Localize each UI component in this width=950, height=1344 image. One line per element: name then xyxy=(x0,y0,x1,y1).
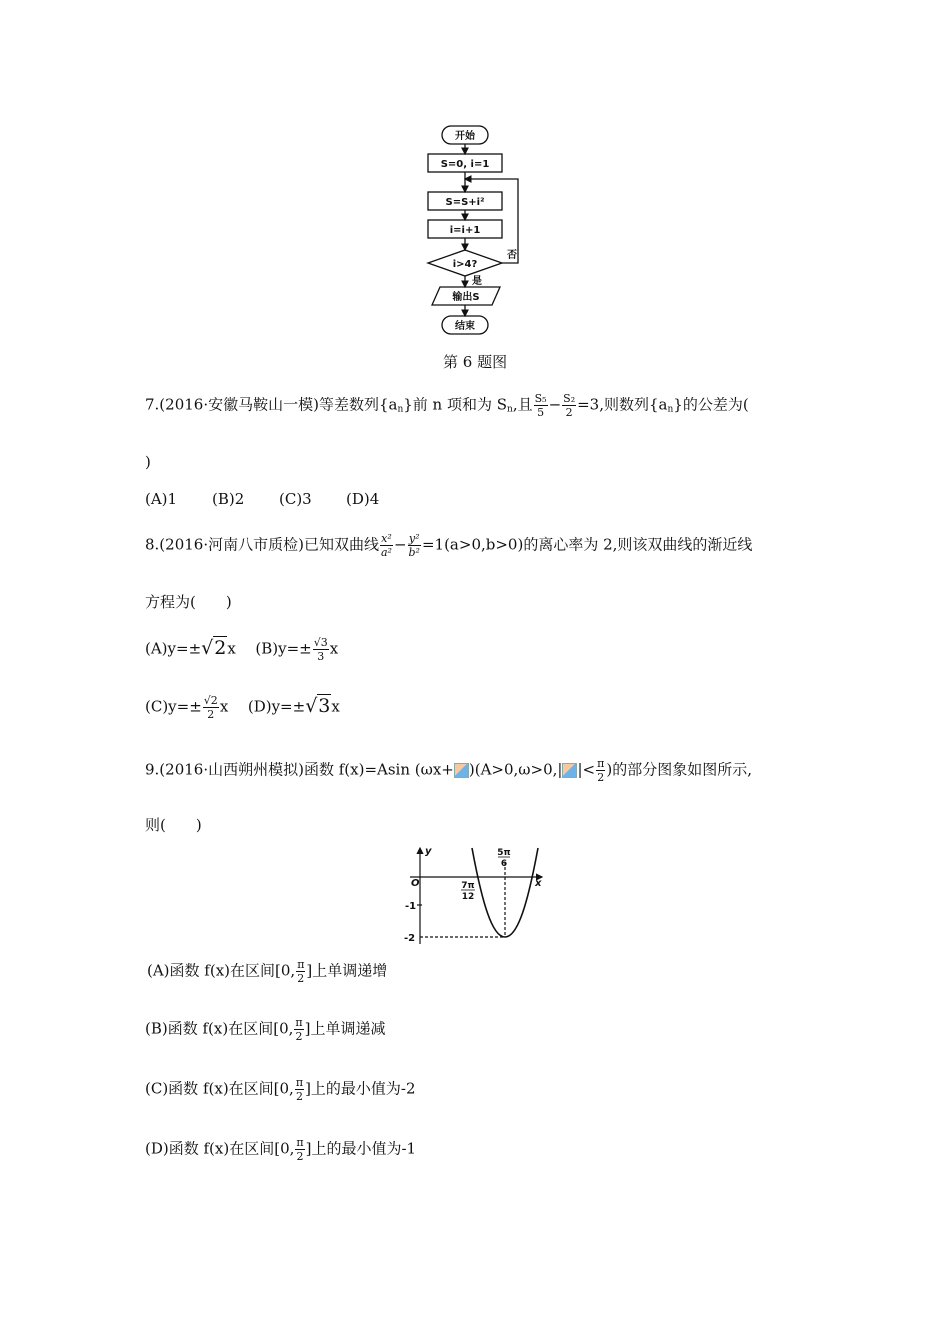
q8-frac-y: $\frac{\text{y²}}{\text{b²}}$ xyxy=(408,532,420,559)
flow-yes-label: 是 xyxy=(472,276,482,287)
q8-option-a-sqrt: √2 xyxy=(201,636,227,659)
q8-line2: 方程为( ) xyxy=(145,593,232,611)
q7-frac1: $\frac{\text{S₅}}{5}$ xyxy=(534,392,547,419)
q7-sub: n xyxy=(667,404,674,415)
q9-option-c-pre: (C)函数 f(x)在区间[0, xyxy=(145,1079,294,1098)
q9-option-a-frac: $\frac{\pi}{2}$ xyxy=(297,958,305,985)
q9-mid2: |< xyxy=(577,760,596,779)
graph-tick-neg2-label: -2 xyxy=(404,933,416,944)
q9-option-d-pre: (D)函数 f(x)在区间[0, xyxy=(145,1139,295,1158)
q7-close: ) xyxy=(145,453,151,471)
q7-sub: n xyxy=(507,404,513,415)
q8-suffix: =1(a>0,b>0)的离心率为 2,则该双曲线的渐近线 xyxy=(421,535,753,554)
q8-option-d-sqrt: √3 xyxy=(305,694,331,717)
broken-image-icon xyxy=(562,763,577,778)
flow-condition-text: i>4? xyxy=(452,259,478,270)
graph-x-label: x xyxy=(535,878,542,889)
q8-option-a: (A)y=± xyxy=(145,639,202,658)
q9-option-b-frac: $\frac{\pi}{2}$ xyxy=(295,1016,303,1043)
q7-mid2: ,且 xyxy=(512,395,533,414)
q9-option-b xyxy=(145,1016,385,1043)
q8-option-b-x: x xyxy=(329,639,339,658)
flow-step1-text: S=S+i² xyxy=(445,197,485,208)
q7-sub: n xyxy=(397,404,404,415)
q8-frac-x: $\frac{\text{x²}}{\text{a²}}$ xyxy=(380,532,392,559)
broken-image-icon xyxy=(454,763,469,778)
q9-option-d-post: ]上的最小值为-1 xyxy=(305,1139,417,1158)
q7-minus: − xyxy=(548,395,562,414)
graph-x2-den: 6 xyxy=(500,859,508,869)
q7-options xyxy=(145,489,379,509)
q7-suffix: }的公差为( xyxy=(673,395,749,414)
q7-option-b: (B)2 xyxy=(212,490,245,508)
q9-pi-frac: $\frac{\pi}{2}$ xyxy=(597,757,605,784)
q9-option-c-post: ]上的最小值为-2 xyxy=(305,1079,416,1098)
q7-option-c: (C)3 xyxy=(279,490,312,508)
q9-option-b-post: ]上单调递减 xyxy=(304,1019,386,1038)
q9-prefix: 9.(2016·山西朔州模拟)函数 f(x)=Asin (ωx+ xyxy=(145,760,454,779)
q8-options-ab xyxy=(145,636,338,663)
q8-option-d-x: x xyxy=(331,697,340,716)
q8-prefix: 8.(2016·河南八市质检)已知双曲线 xyxy=(145,535,379,554)
q8-option-c-frac: $\frac{√2}{2}$ xyxy=(203,694,218,721)
question-8: 8.(2016·河南八市质检)已知双曲线 $\frac{\text{x²}}{\text{a²}}$ − $\frac{\text{y²}}{\text{b²}}$ =1(a>0,b>0)的离心率为 2,则该双曲线的渐近线 xyxy=(145,532,753,559)
q9-option-d-frac: $\frac{\pi}{2}$ xyxy=(296,1136,304,1163)
flowchart xyxy=(420,120,530,340)
graph-origin: O xyxy=(411,878,420,889)
function-graph xyxy=(400,842,550,947)
graph-x2-num: 5π xyxy=(497,848,511,858)
question-7 xyxy=(145,392,749,420)
q9-line2: 则( ) xyxy=(145,816,202,834)
q9-option-a xyxy=(147,958,387,985)
q7-prefix: 7.(2016·安徽马鞍山一模)等差数列{a xyxy=(145,395,398,414)
graph-tick-neg1-label: -1 xyxy=(405,901,417,912)
q8-option-d: (D)y=± xyxy=(247,697,306,716)
q9-option-a-pre: (A)函数 f(x)在区间[0, xyxy=(147,961,296,980)
q7-option-d: (D)4 xyxy=(346,490,380,508)
q8-option-a-x: x xyxy=(227,639,236,658)
q9-option-c xyxy=(145,1076,416,1103)
flow-output-text: 输出S xyxy=(452,292,480,303)
flow-init-text: S=0, i=1 xyxy=(440,159,490,170)
graph-x1-num: 7π xyxy=(461,881,475,891)
flow-end-text: 结束 xyxy=(455,321,475,332)
flow-step2-text: i=i+1 xyxy=(449,225,481,236)
q7-option-a: (A)1 xyxy=(145,490,178,508)
q8-options-cd xyxy=(145,694,340,721)
q9-suffix: )的部分图象如图所示, xyxy=(606,760,752,779)
flow-start-text: 开始 xyxy=(455,131,475,142)
graph-y-label: y xyxy=(425,846,432,857)
q7-frac2: $\frac{\text{S₂}}{2}$ xyxy=(563,392,576,419)
q9-option-b-pre: (B)函数 f(x)在区间[0, xyxy=(145,1019,294,1038)
figure-caption: 第 6 题图 xyxy=(443,353,508,371)
q7-mid3: =3,则数列{a xyxy=(577,395,668,414)
q8-option-b-frac: $\frac{√3}{3}$ xyxy=(313,636,328,663)
graph-x1-den: 12 xyxy=(461,892,475,902)
flow-no-label: 否 xyxy=(507,250,517,261)
q8-option-c-x: x xyxy=(219,697,229,716)
q8-option-b: (B)y=± xyxy=(255,639,312,658)
q8-option-c: (C)y=± xyxy=(145,697,202,716)
q9-mid: )(A>0,ω>0,| xyxy=(468,760,563,779)
q9-option-c-frac: $\frac{\pi}{2}$ xyxy=(295,1076,304,1103)
q9-option-d xyxy=(145,1136,416,1163)
question-9 xyxy=(145,757,752,784)
q9-option-a-post: ]上单调递增 xyxy=(306,961,388,980)
q7-mid1: }前 n 项和为 S xyxy=(403,395,508,414)
